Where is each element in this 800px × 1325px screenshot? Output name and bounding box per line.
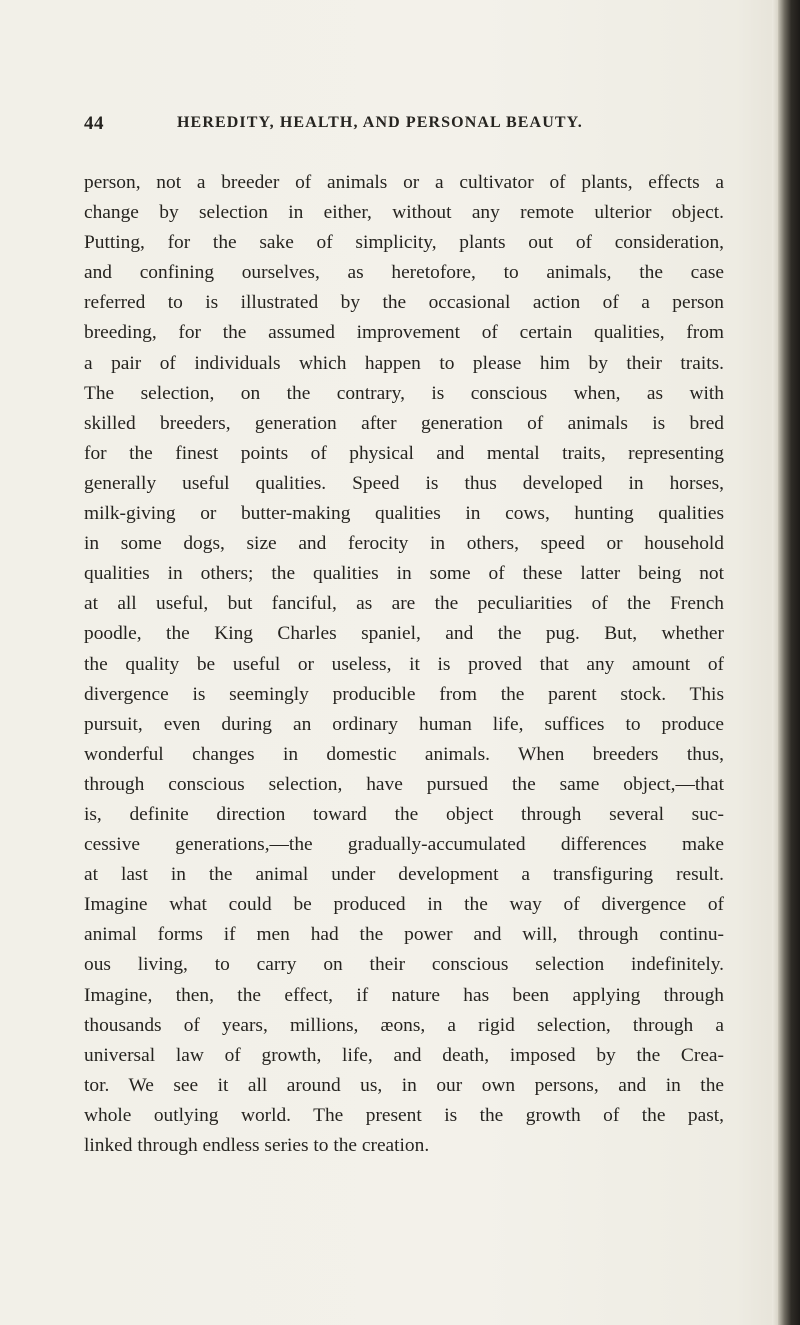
text-line: poodle, the King Charles spaniel, and the pug. But, whether — [84, 623, 724, 645]
text-line: Putting, for the sake of simplicity, plants out of consideration, — [84, 232, 724, 254]
text-line: pursuit, even during an ordinary human life, suffices to produce — [84, 713, 724, 735]
text-line: milk-giving or butter-making qualities in cows, hunting qualities — [84, 503, 724, 525]
text-line: animal forms if men had the power and will, through continu- — [84, 924, 724, 946]
body-text — [84, 168, 724, 1161]
text-line: Imagine what could be produced in the way of divergence of — [84, 894, 724, 916]
running-title: HEREDITY, HEALTH, AND PERSONAL BEAUTY. — [177, 114, 583, 131]
text-line: referred to is illustrated by the occasional action of a person — [84, 292, 724, 314]
text-line: wonderful changes in domestic animals. When breeders thus, — [84, 743, 724, 765]
text-line: and confining ourselves, as heretofore, to animals, the case — [84, 262, 724, 284]
text-line: breeding, for the assumed improvement of certain qualities, from — [84, 322, 724, 344]
text-line: person, not a breeder of animals or a cultivator of plants, effects a — [84, 172, 724, 193]
text-line: the quality be useful or useless, it is proved that any amount of — [84, 653, 724, 675]
text-line: skilled breeders, generation after generation of animals is bred — [84, 412, 724, 434]
text-line: whole outlying world. The present is the growth of the past, — [84, 1104, 724, 1126]
text-line: The selection, on the contrary, is conscious when, as with — [84, 382, 724, 404]
text-line: universal law of growth, life, and death, imposed by the Crea- — [84, 1044, 724, 1066]
text-line: ous living, to carry on their conscious selection indefinitely. — [84, 954, 724, 976]
text-line: cessive generations,—the gradually-accumulated differences make — [84, 834, 724, 856]
text-line: at last in the animal under development a transfiguring result. — [84, 864, 724, 886]
text-line: through conscious selection, have pursued the same object,—that — [84, 773, 724, 795]
text-line: in some dogs, size and ferocity in others, speed or household — [84, 533, 724, 555]
text-line: qualities in others; the qualities in some of these latter being not — [84, 563, 724, 585]
running-header — [84, 113, 714, 137]
text-line: divergence is seemingly producible from the parent stock. This — [84, 683, 724, 705]
text-line: Imagine, then, the effect, if nature has been applying through — [84, 984, 724, 1006]
text-line: tor. We see it all around us, in our own persons, and in the — [84, 1074, 724, 1096]
text-line: a pair of individuals which happen to please him by their traits. — [84, 352, 724, 374]
text-line: for the finest points of physical and mental traits, representing — [84, 442, 724, 464]
text-line: at all useful, but fanciful, as are the peculiarities of the French — [84, 593, 724, 615]
text-line: generally useful qualities. Speed is thus developed in horses, — [84, 472, 724, 494]
page-binding-shadow — [778, 0, 800, 1325]
text-line: change by selection in either, without any remote ulterior object. — [84, 202, 724, 224]
text-line: thousands of years, millions, æons, a rigid selection, through a — [84, 1014, 724, 1036]
text-line: linked through endless series to the creation. — [84, 1135, 430, 1156]
text-line: is, definite direction toward the object through several suc- — [84, 803, 724, 825]
page-number: 44 — [84, 113, 104, 134]
